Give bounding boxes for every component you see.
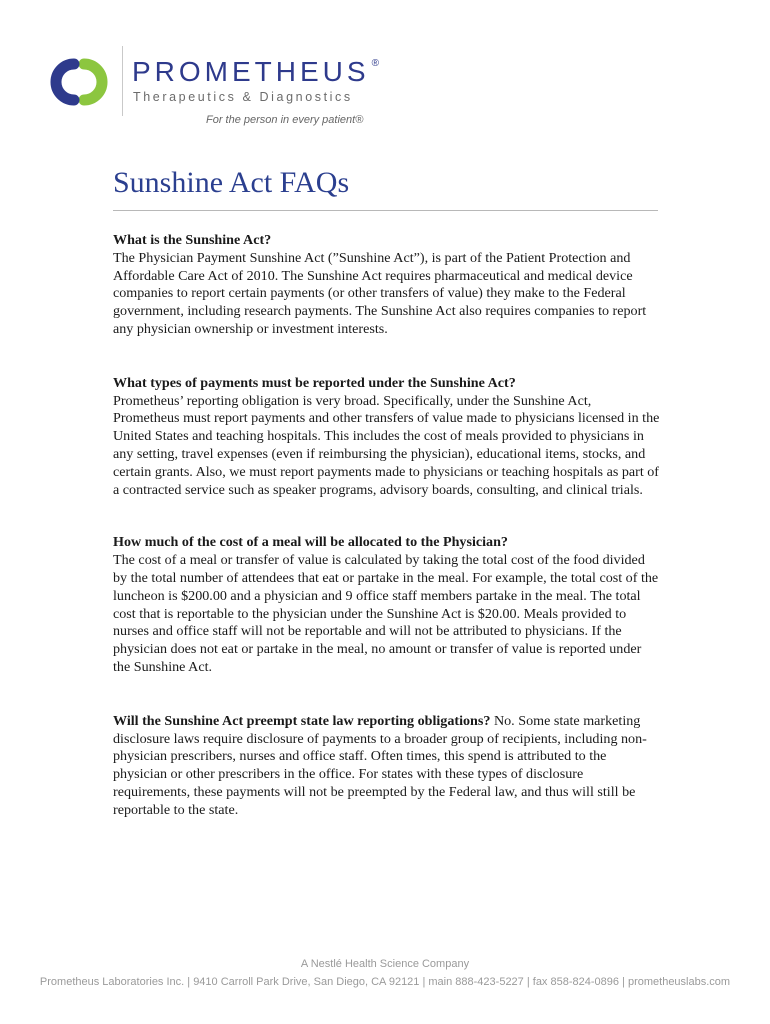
title-divider [113,210,658,211]
faq-item-state-law [113,713,661,820]
faq-question: How much of the cost of a meal will be allocated to the Physician? [113,534,508,551]
footer-company: A Nestlé Health Science Company [300,958,470,970]
faq-question: What is the Sunshine Act? [113,232,272,248]
registered-mark: ® [371,58,379,69]
tagline: For the person in every patient® [206,114,364,126]
faq-item-sunshine-act [113,232,661,339]
page-title: Sunshine Act FAQs [113,166,350,199]
faq-content [113,232,661,820]
footer-address: Prometheus Laboratories Inc. | 9410 Carroll Park Drive, San Diego, CA 92121 | main 888-423-5227 | fax 858-824-0896 | prometheuslabs.com [39,976,731,988]
brand-name: PROMETHEUS ® [132,56,379,87]
faq-item-meal-cost [113,534,661,676]
faq-question: What types of payments must be reported under the Sunshine Act? [113,374,516,391]
prometheus-logo-icon [44,58,114,106]
faq-question: Will the Sunshine Act preempt state law reporting obligations? [113,712,491,729]
faq-answer: The cost of a meal or transfer of value is calculated by taking the total cost of the food divided by the total number of attendees that eat or partake in the meal. For example, the total cost of the luncheon is $200.00 and a physician and 9 office staff members partake in the meal. The total cost that is reportable to the physician under the Sunshine Act is $20.00. Meals provided to nurses and office staff will not be reportable and will not be attributed to physicians. If the physician does not eat or partake in the meal, no amount or transfer of value is reported under the Sunshine Act. [113,552,659,675]
faq-answer: The Physician Payment Sunshine Act (”Sunshine Act”), is part of the Patient Protection and Affordable Care Act of 2010. The Sunshine Act requires pharmaceutical and medical device companies to report certain payments (or other transfers of value) they make to the Federal government, including research payments. The Sunshine Act also requires companies to report any physician ownership or investment interests. [113,249,647,337]
faq-answer: No. Some state marketing disclosure laws require disclosure of payments to a broader group of recipients, including non-physician prescribers, nurses and office staff. Often times, this spend is attributed to the physician or other prescribers in the office. For states with these types of disclosure requirements, these payments will not be preempted by the Federal law, and thus will still be reportable to the state. [113,712,647,818]
logo-divider [122,46,123,116]
faq-answer: Prometheus’ reporting obligation is very broad. Specifically, under the Sunshine Act, Prometheus must report payments and other transfers of value made to physicians licensed in the United States and teaching hospitals. This includes the cost of meals provided to physicians in any setting, travel expenses (even if reimbursing the physician), educational items, stocks, and certain grants. Also, we must report payments made to physicians or teaching hospitals as part of a contracted service such as speaker programs, advisory boards, consulting, and clinical trials. [113,392,660,498]
faq-item-payment-types [113,375,661,500]
brand-subtitle: Therapeutics & Diagnostics [133,90,353,104]
